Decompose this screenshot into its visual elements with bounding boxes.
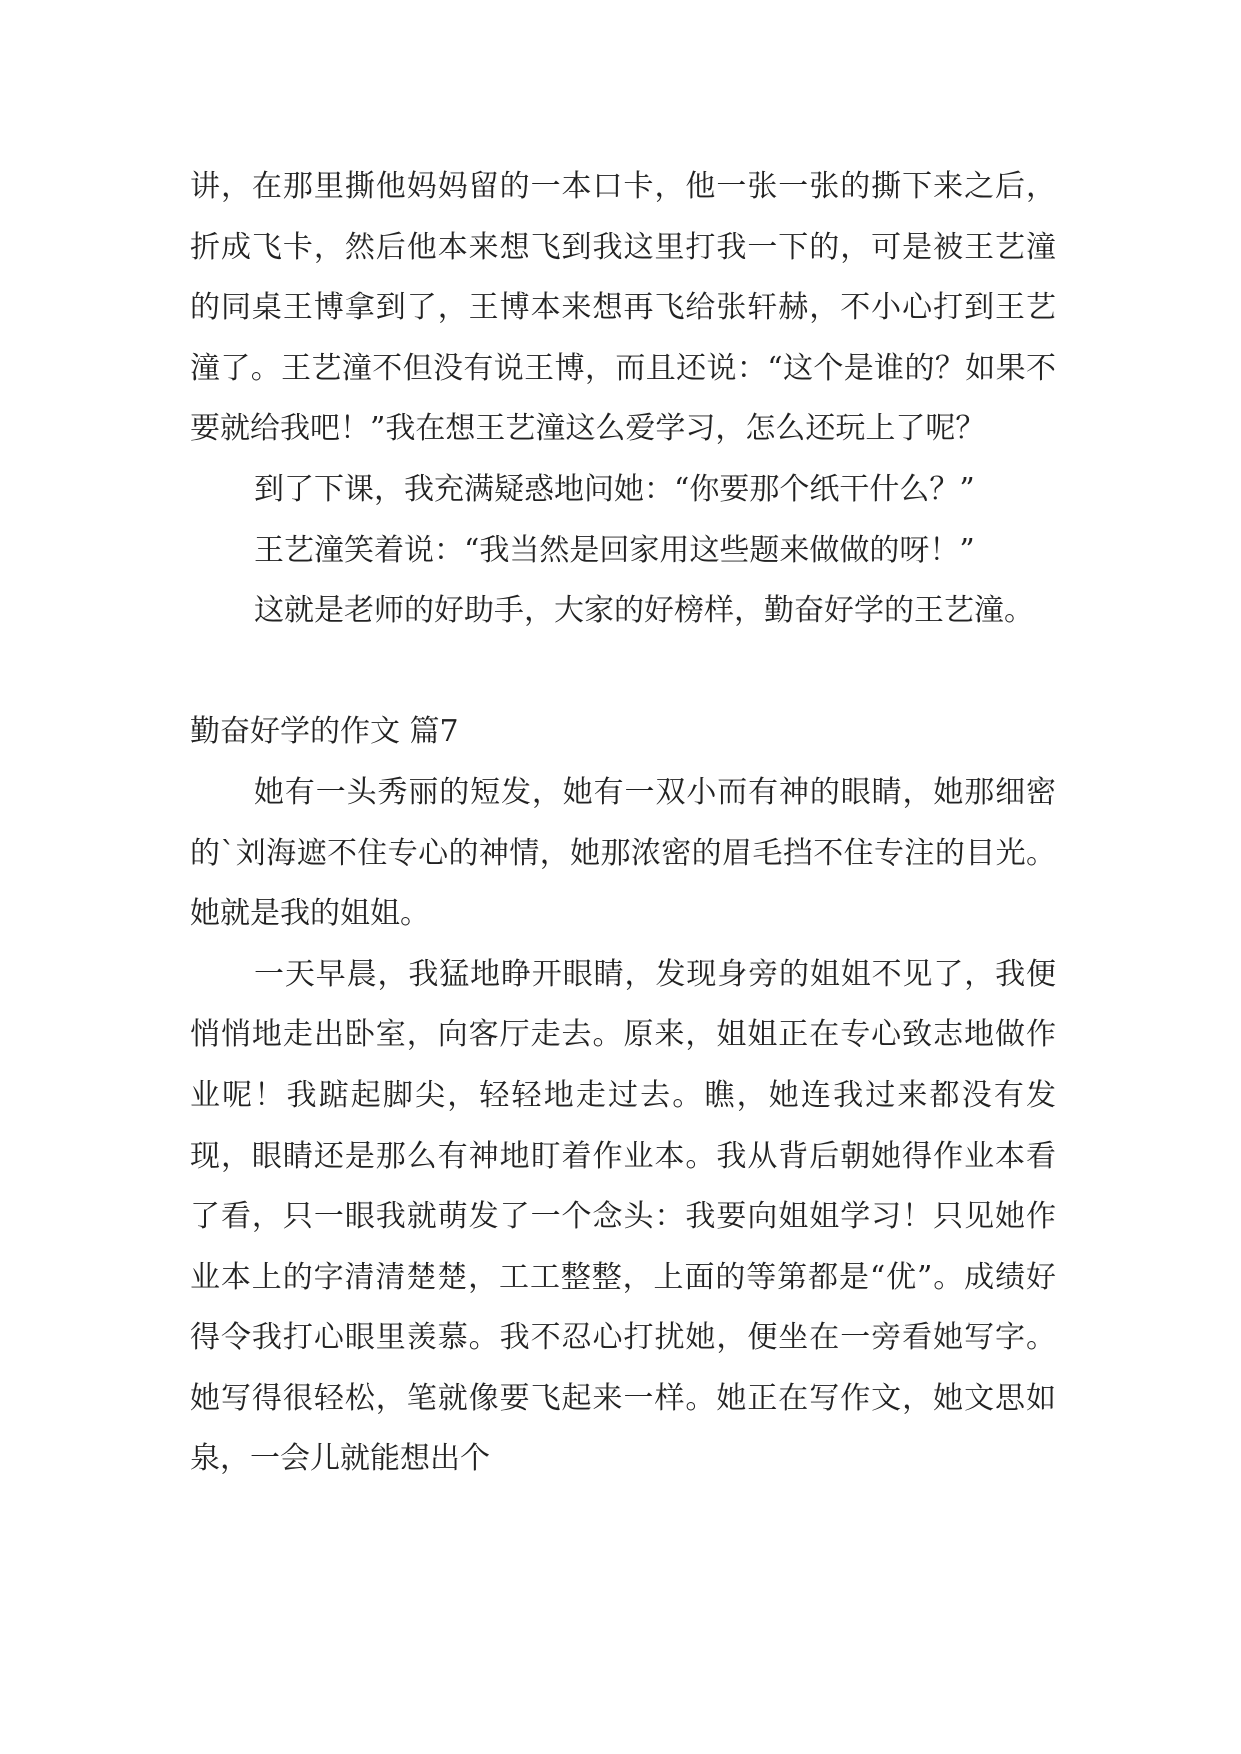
document-body [190,157,1056,1490]
paragraph-conclusion: 这就是老师的好助手，大家的好榜样，勤奋好学的王艺潼。 [254,593,1034,629]
section-title: 勤奋好学的作文 篇7 [190,714,459,750]
paragraph-story: 一天早晨，我猛地睁开眼睛，发现身旁的姐姐不见了，我便悄悄地走出卧室，向客厅走去。原来，姐姐正在专心致志地做作业呢！我踮起脚尖，轻轻地走过去。瞧，她连我过来都没有发现，眼睛还是那么有神地盯着作业本。我从背后朝她得作业本看了看，只一眼我就萌发了一个念头：我要向姐姐学习！只见她作业本上的字清清楚楚，工工整整，上面的等第都是“优”。成绩好得令我打心眼里羡慕。我不忍心打扰她，便坐在一旁看她写字。她写得很轻松，笔就像要飞起来一样。她正在写作文，她文思如泉，一会儿就能想出个 [190,956,1056,1477]
paragraph-question: 到了下课，我充满疑惑地问她：“你要那个纸干什么？” [254,471,975,507]
section-spacer [190,642,1056,703]
paragraph-answer: 王艺潼笑着说：“我当然是回家用这些题来做做的呀！” [254,532,975,568]
paragraph-description: 她有一头秀丽的短发，她有一双小而有神的眼睛，她那细密的`刘海遮不住专心的神情，她那浓密的眉毛挡不住专注的目光。她就是我的姐姐。 [190,774,1056,932]
paragraph-continued: 讲，在那里撕他妈妈留的一本口卡，他一张一张的撕下来之后，折成飞卡，然后他本来想飞到我这里打我一下的，可是被王艺潼的同桌王博拿到了，王博本来想再飞给张轩赫，不小心打到王艺潼了。王艺潼不但没有说王博，而且还说：“这个是谁的？如果不要就给我吧！”我在想王艺潼这么爱学习，怎么还玩上了呢？ [190,169,1056,447]
